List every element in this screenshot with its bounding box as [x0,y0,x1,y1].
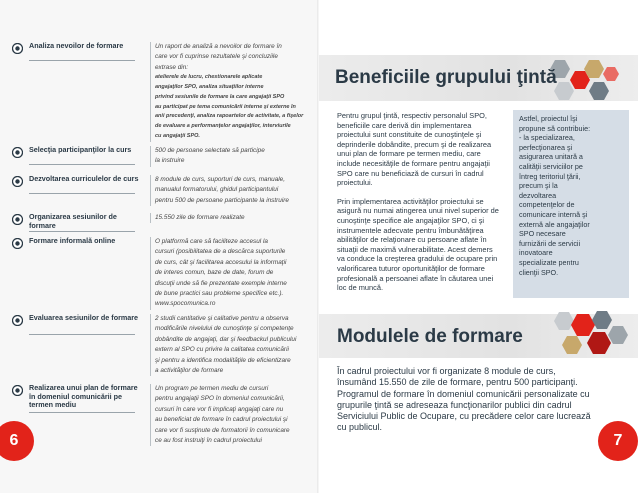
text-line: Serviciului Public de Ocupare, cu precădere celor care lucrează [337,411,591,422]
text-line: deprinderile dobândite, precum şi de realizarea [337,139,492,149]
text-line: Prin implementarea activităţilor proiectului se [337,196,484,206]
activity-label: Dezvoltarea curriculelor de curs [29,174,139,183]
activity-label: Realizarea unui plan de formare în domeniul comunicării pe termen mediu [29,383,138,410]
description-line: ce au fost instruiţi în cadrul proiectului [155,437,262,445]
target-bullet-icon [12,385,23,396]
text-line: proiectului sunt constituite de cunoştinţele şi [337,130,482,140]
label-underline [29,412,135,413]
row-divider-line [150,384,151,446]
description-line: care vor fi susţinute de formatorii în comunicare [155,426,290,434]
description-line: extrase din: [155,63,189,71]
text-line: profesională a persoanei aflate în căutarea unei [337,273,494,283]
contribution-text [519,114,623,277]
text-line: Pentru grupul ţintă, respectiv personalul SPO, [337,111,487,120]
label-underline [29,193,135,194]
activity-description [155,146,315,167]
activity-label: Selecţia participanţilor la curs [29,145,132,154]
text-line: include necesităţile de formare pentru angajaţii [337,158,490,168]
label-underline [29,231,135,232]
benefits-text [337,111,521,302]
description-line: de curs, cât şi facilitarea accesului la informaţii [155,258,287,266]
box-line: inovatoare [519,248,553,258]
description-line: O platformă care să faciliteze accesul la [155,238,268,245]
box-line: furnizării de servicii [519,238,581,248]
description-line: 15.550 zile de formare realizate [155,214,245,221]
text-line: SPO care nu beneficiază de cursuri în cadrul [337,168,484,178]
hexagon-cluster-2 [547,308,635,362]
description-line: cursuri în care vor fi implicaţi angajaţi care nu [155,405,284,413]
description-line: care vor fi cuprinse rezultatele şi concluziile [155,53,278,61]
row-divider-line [150,314,151,376]
text-line: loc de muncă. [337,283,384,293]
description-line: Un raport de analiză a nevoilor de formare în [155,43,282,50]
description-line-bold: anii precedenţi, analiza rapoartelor de activitate, a fişelor [155,113,304,120]
box-line: perfecţionarea şi [519,142,573,152]
heading-band-1 [319,55,638,101]
text-line: cu publicul. [337,422,383,433]
description-line: 8 module de curs, suporturi de curs, manuale, [155,176,286,183]
description-line: cursuri (posibilitatea de a descărca suporturile [155,248,286,256]
text-line: beneficiile care derivă din implementarea [337,120,472,130]
description-line: pentru angajaţii SPO în domeniul comunicării, [155,395,285,403]
target-bullet-icon [12,238,23,249]
text-line: În cadrul proiectului vor fi organizate 8 module de curs, [337,366,556,376]
activity-label: Organizarea sesiunilor de formare [29,212,117,230]
text-line: Programul de formare în domeniul comunicării personalizate cu [337,388,590,399]
activity-label: Analiza nevoilor de formare [29,41,124,50]
description-line-bold: privind sesiunile de formare la care angajaţii SPO [155,93,285,100]
box-line: specializate pentru [519,257,579,267]
text-line: instrumentele adecvate pentru îmbunătăţirea [337,225,484,235]
description-line: Un program pe termen mediu de cursuri [155,385,269,392]
description-line: manualul formatorului, ghidul participantului [155,186,279,194]
text-line: însumând 15.550 de zile de formare, pentru 500 participanţi. [337,377,578,388]
right-page [319,0,638,493]
text-line: grupurile ţintă se adreseaza funcţionarilor publici din cadrul [337,399,572,410]
description-line-bold: atelierele de lucru, chestionarele aplicate [155,74,263,81]
description-line: 500 de persoane selectate să participe [155,147,265,154]
description-line-bold: angajaţilor SPO, analiza situaţiilor interne [155,84,264,91]
description-line: www.spocomunica.ro [155,300,216,308]
box-line: dezvoltarea [519,190,557,200]
activity-description [155,314,315,376]
text-line: abilităţilor de relaţionare cu persoane aflate în [337,235,487,245]
target-bullet-icon [12,315,23,326]
description-line-bold: au participat pe tema comunicării interne şi externe în [155,103,296,110]
row-divider-line [150,237,151,310]
modules-paragraph [337,366,627,434]
target-bullet-icon [12,214,23,225]
box-line: calităţii serviciilor pe [519,161,583,171]
label-underline [29,164,135,165]
box-line: întreg teritoriul ţării, [519,171,581,181]
description-line: a activităţilor de formare [155,367,224,375]
row-divider-line [150,146,151,167]
activity-description [155,213,315,223]
row-divider-line [150,42,151,142]
text-line: situaţii de maximă vulnerabilitate. Acest demers [337,244,493,254]
description-line: pentru 500 de persoane participante la instruire [155,196,289,204]
row-divider-line [150,175,151,206]
box-line: comunicare internă şi [519,209,588,219]
row-divider-line [150,213,151,223]
text-line: cunoştinţe specifice ale angajaţilor SPO, ci şi [337,215,485,225]
description-line-bold: de evaluare a performanţelor angajaţilor, interviurile [155,123,291,130]
description-line: de bune practici sau probleme specifice etc.). [155,290,284,298]
description-line: de interes comun, baze de date, forum de [155,269,274,277]
box-line: SPO necesare [519,229,566,239]
text-line: unui plan de formare pe termen mediu, care [337,149,481,159]
box-line: precum şi la [519,181,558,191]
text-line: asigură nu numai atingerea unui nivel superior de [337,206,499,216]
activity-label: Evaluarea sesiunilor de formare [29,313,139,322]
description-line: modificările nivelului de cunoştinţe şi competenţe [155,325,294,333]
description-line-bold: cu angajaţii SPO. [155,133,200,139]
target-bullet-icon [12,147,23,158]
description-line: la instruire [155,157,185,165]
benefits-paragraph-1 [337,111,521,188]
box-line: clienţii SPO. [519,267,559,277]
description-line: şi pentru a identifica modalităţile de eficientizare [155,356,291,364]
box-line: competenţelor de [519,200,575,210]
activity-description [155,384,315,446]
heading-modulele: Modulele de formare [337,326,523,347]
activity-description [155,42,315,142]
box-line: propune să contribuie: [519,123,591,133]
benefits-paragraph-2 [337,197,521,293]
target-bullet-icon [12,43,23,54]
box-line: Astfel, proiectul îşi [519,114,578,123]
description-line: 2 studii cantitative şi calitative pentru a observa [155,315,289,322]
heading-beneficiile: Beneficiile grupului ţintă [335,67,557,88]
heading-band-2 [319,314,638,358]
description-line: au beneficiat de formare în cadrul proiectului şi [155,416,288,424]
box-line: - la specializarea, [519,133,575,143]
target-bullet-icon [12,176,23,187]
description-line: dobândite de angajaţi, dar şi feedbackul publicului [155,335,297,343]
activity-label: Formare informală online [29,236,116,245]
text-line: proiectului. [337,178,373,188]
page-number-right: 7 [598,421,638,461]
contribution-box [513,110,629,298]
page-number-left: 6 [0,421,34,461]
activity-description [155,237,315,310]
description-line: discuţii unde să fie prezentate exemple interne [155,279,287,287]
label-underline [29,334,135,335]
text-line: va conduce la creşterea gradului de ocupare prin [337,254,498,264]
activity-description [155,175,315,206]
text-line: valorificarea tuturor oportunităţilor de formare [337,263,485,273]
box-line: asigurarea unitară a [519,152,583,162]
description-line: extern al SPO cu privire la calitatea comunicării [155,346,289,354]
box-line: externă ale angajaţilor [519,219,590,229]
label-underline [29,60,135,61]
